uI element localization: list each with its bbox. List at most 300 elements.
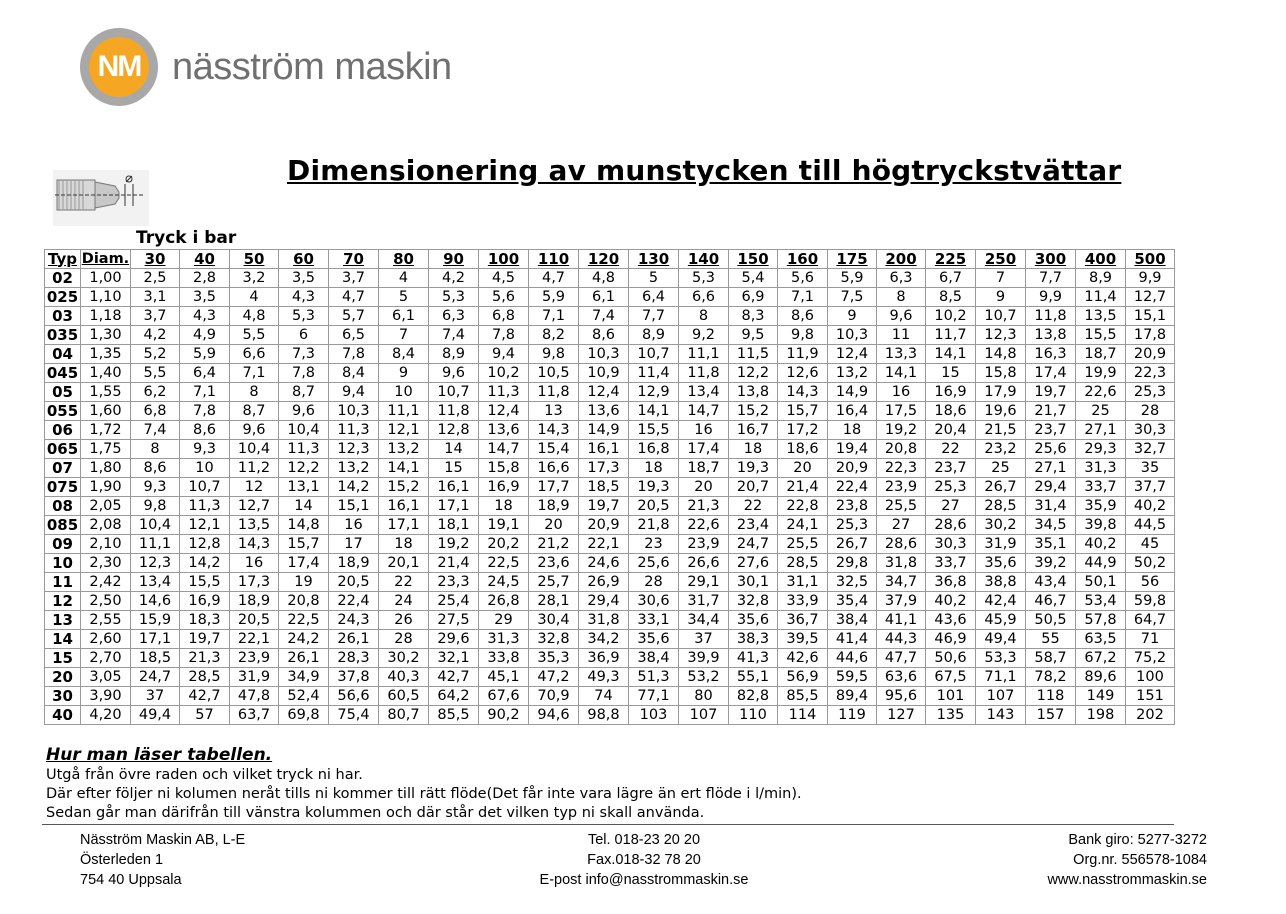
cell-flow: 4,8 bbox=[579, 269, 629, 288]
cell-flow: 10 bbox=[379, 383, 429, 402]
cell-flow: 6,1 bbox=[379, 307, 429, 326]
cell-flow: 64,7 bbox=[1126, 611, 1175, 630]
cell-flow: 10,5 bbox=[529, 364, 579, 383]
cell-flow: 9 bbox=[828, 307, 877, 326]
cell-flow: 3,7 bbox=[131, 307, 180, 326]
cell-flow: 9,9 bbox=[1026, 288, 1076, 307]
cell-flow: 6,9 bbox=[729, 288, 778, 307]
cell-flow: 15,9 bbox=[131, 611, 180, 630]
cell-flow: 7,7 bbox=[629, 307, 679, 326]
cell-flow: 12,7 bbox=[230, 497, 279, 516]
cell-flow: 6,1 bbox=[579, 288, 629, 307]
cell-flow: 25,3 bbox=[828, 516, 877, 535]
cell-flow: 31,8 bbox=[877, 554, 926, 573]
cell-flow: 8 bbox=[877, 288, 926, 307]
cell-flow: 7,1 bbox=[778, 288, 828, 307]
cell-flow: 13,2 bbox=[379, 440, 429, 459]
cell-flow: 21,5 bbox=[976, 421, 1026, 440]
footer-website: www.nasstrommaskin.se bbox=[1047, 872, 1207, 888]
cell-flow: 2,5 bbox=[131, 269, 180, 288]
cell-flow: 89,6 bbox=[1076, 668, 1126, 687]
cell-flow: 15 bbox=[429, 459, 479, 478]
cell-flow: 34,2 bbox=[579, 630, 629, 649]
cell-flow: 27,6 bbox=[729, 554, 778, 573]
cell-typ: 09 bbox=[45, 535, 81, 554]
cell-flow: 20,1 bbox=[379, 554, 429, 573]
cell-flow: 33,8 bbox=[479, 649, 529, 668]
cell-flow: 21,3 bbox=[679, 497, 729, 516]
cell-diam: 1,00 bbox=[81, 269, 131, 288]
cell-typ: 065 bbox=[45, 440, 81, 459]
cell-flow: 7,3 bbox=[279, 345, 329, 364]
cell-flow: 13,4 bbox=[131, 573, 180, 592]
cell-flow: 4,5 bbox=[479, 269, 529, 288]
cell-flow: 17,4 bbox=[1026, 364, 1076, 383]
cell-flow: 11,3 bbox=[279, 440, 329, 459]
cell-flow: 26,6 bbox=[679, 554, 729, 573]
cell-diam: 4,20 bbox=[81, 706, 131, 725]
cell-flow: 53,2 bbox=[679, 668, 729, 687]
cell-flow: 6,6 bbox=[679, 288, 729, 307]
cell-flow: 100 bbox=[1126, 668, 1175, 687]
cell-flow: 19,7 bbox=[1026, 383, 1076, 402]
cell-flow: 5,3 bbox=[279, 307, 329, 326]
cell-flow: 53,4 bbox=[1076, 592, 1126, 611]
cell-flow: 10,4 bbox=[230, 440, 279, 459]
cell-flow: 14,6 bbox=[131, 592, 180, 611]
cell-flow: 22 bbox=[926, 440, 976, 459]
cell-flow: 32,8 bbox=[529, 630, 579, 649]
cell-flow: 49,3 bbox=[579, 668, 629, 687]
cell-flow: 18,7 bbox=[679, 459, 729, 478]
header-pressure: 90 bbox=[429, 250, 479, 269]
cell-flow: 42,7 bbox=[180, 687, 230, 706]
cell-flow: 10,3 bbox=[579, 345, 629, 364]
cell-flow: 12,1 bbox=[180, 516, 230, 535]
cell-flow: 17,3 bbox=[230, 573, 279, 592]
cell-flow: 20,5 bbox=[329, 573, 379, 592]
cell-flow: 8,7 bbox=[279, 383, 329, 402]
cell-flow: 3,5 bbox=[279, 269, 329, 288]
table-row bbox=[45, 687, 1175, 706]
header-pressure: 200 bbox=[877, 250, 926, 269]
cell-flow: 11,9 bbox=[778, 345, 828, 364]
cell-flow: 32,7 bbox=[1126, 440, 1175, 459]
cell-flow: 28,1 bbox=[529, 592, 579, 611]
cell-diam: 1,55 bbox=[81, 383, 131, 402]
cell-flow: 15,5 bbox=[180, 573, 230, 592]
cell-flow: 13,2 bbox=[329, 459, 379, 478]
cell-diam: 1,80 bbox=[81, 459, 131, 478]
cell-flow: 19,4 bbox=[828, 440, 877, 459]
cell-flow: 15,1 bbox=[1126, 307, 1175, 326]
cell-flow: 16,1 bbox=[429, 478, 479, 497]
cell-diam: 2,30 bbox=[81, 554, 131, 573]
cell-flow: 80 bbox=[679, 687, 729, 706]
cell-flow: 4 bbox=[379, 269, 429, 288]
logo-mark bbox=[80, 28, 158, 106]
cell-flow: 29,6 bbox=[429, 630, 479, 649]
footer-company: Näsström Maskin AB, L-E bbox=[80, 832, 246, 848]
cell-flow: 17,3 bbox=[579, 459, 629, 478]
cell-typ: 04 bbox=[45, 345, 81, 364]
cell-flow: 6 bbox=[279, 326, 329, 345]
cell-flow: 77,1 bbox=[629, 687, 679, 706]
table-row bbox=[45, 592, 1175, 611]
table-row bbox=[45, 345, 1175, 364]
cell-flow: 13,5 bbox=[1076, 307, 1126, 326]
cell-flow: 27,5 bbox=[429, 611, 479, 630]
cell-flow: 34,5 bbox=[1026, 516, 1076, 535]
cell-flow: 16,9 bbox=[926, 383, 976, 402]
header-pressure: 30 bbox=[131, 250, 180, 269]
cell-flow: 40,2 bbox=[1126, 497, 1175, 516]
cell-flow: 58,7 bbox=[1026, 649, 1076, 668]
cell-flow: 8,4 bbox=[329, 364, 379, 383]
cell-flow: 25,4 bbox=[429, 592, 479, 611]
header-pressure: 70 bbox=[329, 250, 379, 269]
cell-diam: 1,10 bbox=[81, 288, 131, 307]
cell-flow: 7,4 bbox=[131, 421, 180, 440]
cell-flow: 25,7 bbox=[529, 573, 579, 592]
cell-flow: 6,2 bbox=[131, 383, 180, 402]
cell-flow: 3,2 bbox=[230, 269, 279, 288]
cell-flow: 8,9 bbox=[629, 326, 679, 345]
cell-flow: 157 bbox=[1026, 706, 1076, 725]
table-row bbox=[45, 478, 1175, 497]
cell-flow: 22,6 bbox=[1076, 383, 1126, 402]
cell-flow: 22,6 bbox=[679, 516, 729, 535]
cell-typ: 13 bbox=[45, 611, 81, 630]
cell-flow: 35,6 bbox=[976, 554, 1026, 573]
cell-flow: 20,4 bbox=[926, 421, 976, 440]
cell-flow: 9,6 bbox=[429, 364, 479, 383]
cell-flow: 19,2 bbox=[429, 535, 479, 554]
cell-typ: 15 bbox=[45, 649, 81, 668]
cell-flow: 11,4 bbox=[629, 364, 679, 383]
cell-diam: 3,90 bbox=[81, 687, 131, 706]
cell-flow: 11,3 bbox=[329, 421, 379, 440]
cell-flow: 10,3 bbox=[329, 402, 379, 421]
cell-flow: 25,5 bbox=[877, 497, 926, 516]
cell-flow: 22,4 bbox=[828, 478, 877, 497]
cell-flow: 56,9 bbox=[778, 668, 828, 687]
cell-flow: 78,2 bbox=[1026, 668, 1076, 687]
cell-flow: 18,3 bbox=[180, 611, 230, 630]
cell-flow: 3,5 bbox=[180, 288, 230, 307]
cell-flow: 15 bbox=[926, 364, 976, 383]
cell-flow: 5,4 bbox=[729, 269, 778, 288]
cell-flow: 5,6 bbox=[479, 288, 529, 307]
cell-flow: 26,1 bbox=[279, 649, 329, 668]
cell-flow: 21,7 bbox=[1026, 402, 1076, 421]
cell-flow: 40,3 bbox=[379, 668, 429, 687]
cell-flow: 23,3 bbox=[429, 573, 479, 592]
cell-flow: 56 bbox=[1126, 573, 1175, 592]
cell-flow: 71 bbox=[1126, 630, 1175, 649]
pressure-label: Tryck i bar bbox=[136, 228, 237, 248]
cell-flow: 7,8 bbox=[180, 402, 230, 421]
cell-flow: 11,5 bbox=[729, 345, 778, 364]
cell-flow: 20,2 bbox=[479, 535, 529, 554]
cell-flow: 46,7 bbox=[1026, 592, 1076, 611]
cell-flow: 47,2 bbox=[529, 668, 579, 687]
cell-flow: 15,5 bbox=[629, 421, 679, 440]
cell-flow: 23,7 bbox=[926, 459, 976, 478]
cell-flow: 8,9 bbox=[1076, 269, 1126, 288]
cell-flow: 36,7 bbox=[778, 611, 828, 630]
cell-flow: 17 bbox=[329, 535, 379, 554]
cell-flow: 19,1 bbox=[479, 516, 529, 535]
cell-flow: 20 bbox=[679, 478, 729, 497]
cell-typ: 045 bbox=[45, 364, 81, 383]
cell-flow: 14,8 bbox=[279, 516, 329, 535]
cell-flow: 18,9 bbox=[329, 554, 379, 573]
cell-typ: 085 bbox=[45, 516, 81, 535]
cell-flow: 44,5 bbox=[1126, 516, 1175, 535]
cell-flow: 9,8 bbox=[778, 326, 828, 345]
nozzle-table bbox=[44, 249, 1175, 725]
cell-flow: 26,7 bbox=[976, 478, 1026, 497]
cell-flow: 13,8 bbox=[1026, 326, 1076, 345]
cell-diam: 2,70 bbox=[81, 649, 131, 668]
cell-flow: 42,4 bbox=[976, 592, 1026, 611]
footer-orgnr: Org.nr. 556578-1084 bbox=[1073, 852, 1207, 868]
cell-flow: 41,1 bbox=[877, 611, 926, 630]
cell-flow: 25,3 bbox=[926, 478, 976, 497]
cell-flow: 85,5 bbox=[429, 706, 479, 725]
cell-flow: 18 bbox=[479, 497, 529, 516]
cell-flow: 28 bbox=[379, 630, 429, 649]
cell-flow: 8,6 bbox=[579, 326, 629, 345]
cell-flow: 45,9 bbox=[976, 611, 1026, 630]
cell-flow: 29 bbox=[479, 611, 529, 630]
cell-flow: 14,1 bbox=[926, 345, 976, 364]
cell-flow: 20,9 bbox=[579, 516, 629, 535]
cell-flow: 35,4 bbox=[828, 592, 877, 611]
cell-flow: 95,6 bbox=[877, 687, 926, 706]
cell-flow: 51,3 bbox=[629, 668, 679, 687]
cell-typ: 02 bbox=[45, 269, 81, 288]
cell-flow: 7,4 bbox=[429, 326, 479, 345]
cell-flow: 5,6 bbox=[778, 269, 828, 288]
cell-flow: 46,9 bbox=[926, 630, 976, 649]
cell-typ: 11 bbox=[45, 573, 81, 592]
cell-flow: 24,1 bbox=[778, 516, 828, 535]
cell-flow: 31,3 bbox=[1076, 459, 1126, 478]
cell-flow: 14,1 bbox=[629, 402, 679, 421]
cell-diam: 1,72 bbox=[81, 421, 131, 440]
header-pressure: 250 bbox=[976, 250, 1026, 269]
cell-flow: 35,1 bbox=[1026, 535, 1076, 554]
cell-flow: 20,8 bbox=[279, 592, 329, 611]
cell-flow: 32,8 bbox=[729, 592, 778, 611]
cell-flow: 38,4 bbox=[828, 611, 877, 630]
cell-flow: 12,3 bbox=[976, 326, 1026, 345]
header-pressure: 150 bbox=[729, 250, 778, 269]
cell-flow: 25 bbox=[1076, 402, 1126, 421]
cell-flow: 16 bbox=[329, 516, 379, 535]
cell-flow: 17,7 bbox=[529, 478, 579, 497]
cell-flow: 29,8 bbox=[828, 554, 877, 573]
cell-typ: 025 bbox=[45, 288, 81, 307]
cell-flow: 20,7 bbox=[729, 478, 778, 497]
cell-flow: 12,8 bbox=[429, 421, 479, 440]
cell-flow: 12,3 bbox=[131, 554, 180, 573]
cell-flow: 7,5 bbox=[828, 288, 877, 307]
cell-flow: 110 bbox=[729, 706, 778, 725]
cell-flow: 59,8 bbox=[1126, 592, 1175, 611]
cell-flow: 44,3 bbox=[877, 630, 926, 649]
cell-flow: 28,6 bbox=[926, 516, 976, 535]
cell-flow: 24,7 bbox=[729, 535, 778, 554]
header-pressure: 110 bbox=[529, 250, 579, 269]
cell-flow: 30,6 bbox=[629, 592, 679, 611]
cell-flow: 11,8 bbox=[1026, 307, 1076, 326]
cell-flow: 7,8 bbox=[279, 364, 329, 383]
cell-flow: 14,8 bbox=[976, 345, 1026, 364]
cell-flow: 23,7 bbox=[1026, 421, 1076, 440]
cell-flow: 14,3 bbox=[230, 535, 279, 554]
company-logo bbox=[80, 28, 452, 106]
cell-flow: 57,8 bbox=[1076, 611, 1126, 630]
footer-city: 754 40 Uppsala bbox=[80, 872, 182, 888]
cell-flow: 4,9 bbox=[180, 326, 230, 345]
header-typ: Typ bbox=[45, 250, 81, 269]
cell-flow: 30,2 bbox=[379, 649, 429, 668]
cell-flow: 23 bbox=[629, 535, 679, 554]
cell-flow: 8,6 bbox=[131, 459, 180, 478]
cell-flow: 30,1 bbox=[729, 573, 778, 592]
cell-flow: 43,4 bbox=[1026, 573, 1076, 592]
cell-flow: 6,3 bbox=[877, 269, 926, 288]
cell-flow: 103 bbox=[629, 706, 679, 725]
cell-flow: 18 bbox=[828, 421, 877, 440]
header-pressure: 160 bbox=[778, 250, 828, 269]
cell-flow: 50,1 bbox=[1076, 573, 1126, 592]
cell-flow: 37 bbox=[131, 687, 180, 706]
cell-flow: 13,6 bbox=[479, 421, 529, 440]
cell-flow: 3,7 bbox=[329, 269, 379, 288]
footer-email: E-post info@nasstrommaskin.se bbox=[539, 872, 749, 888]
cell-flow: 16,6 bbox=[529, 459, 579, 478]
help-line: Sedan går man därifrån till vänstra kolummen och där står det vilken typ ni skall använda. bbox=[46, 805, 705, 821]
cell-flow: 30,3 bbox=[926, 535, 976, 554]
cell-flow: 12,4 bbox=[828, 345, 877, 364]
cell-flow: 22,1 bbox=[230, 630, 279, 649]
cell-flow: 9,9 bbox=[1126, 269, 1175, 288]
cell-flow: 19,7 bbox=[579, 497, 629, 516]
cell-typ: 40 bbox=[45, 706, 81, 725]
cell-flow: 10,7 bbox=[429, 383, 479, 402]
cell-flow: 135 bbox=[926, 706, 976, 725]
cell-flow: 13 bbox=[529, 402, 579, 421]
cell-flow: 11,1 bbox=[379, 402, 429, 421]
cell-flow: 14 bbox=[429, 440, 479, 459]
cell-flow: 39,2 bbox=[1026, 554, 1076, 573]
cell-flow: 90,2 bbox=[479, 706, 529, 725]
footer-bankgiro: Bank giro: 5277-3272 bbox=[1068, 832, 1207, 848]
cell-diam: 2,05 bbox=[81, 497, 131, 516]
cell-flow: 19,3 bbox=[729, 459, 778, 478]
cell-flow: 4,2 bbox=[429, 269, 479, 288]
cell-flow: 49,4 bbox=[976, 630, 1026, 649]
cell-flow: 12 bbox=[230, 478, 279, 497]
cell-flow: 16,8 bbox=[629, 440, 679, 459]
cell-flow: 22,5 bbox=[279, 611, 329, 630]
cell-flow: 3,1 bbox=[131, 288, 180, 307]
cell-flow: 19,6 bbox=[976, 402, 1026, 421]
cell-flow: 18 bbox=[379, 535, 429, 554]
cell-flow: 17,9 bbox=[976, 383, 1026, 402]
table-row bbox=[45, 440, 1175, 459]
cell-flow: 7,1 bbox=[529, 307, 579, 326]
cell-flow: 44,6 bbox=[828, 649, 877, 668]
cell-flow: 47,8 bbox=[230, 687, 279, 706]
cell-flow: 18 bbox=[629, 459, 679, 478]
cell-flow: 26 bbox=[379, 611, 429, 630]
cell-flow: 19,7 bbox=[180, 630, 230, 649]
cell-flow: 7,4 bbox=[579, 307, 629, 326]
cell-flow: 34,4 bbox=[679, 611, 729, 630]
cell-flow: 80,7 bbox=[379, 706, 429, 725]
cell-flow: 4,3 bbox=[279, 288, 329, 307]
cell-flow: 63,7 bbox=[230, 706, 279, 725]
cell-flow: 7,1 bbox=[180, 383, 230, 402]
cell-flow: 35,3 bbox=[529, 649, 579, 668]
cell-flow: 127 bbox=[877, 706, 926, 725]
cell-typ: 12 bbox=[45, 592, 81, 611]
header-pressure: 400 bbox=[1076, 250, 1126, 269]
cell-flow: 17,4 bbox=[279, 554, 329, 573]
cell-flow: 9,5 bbox=[729, 326, 778, 345]
cell-flow: 17,1 bbox=[131, 630, 180, 649]
header-pressure: 80 bbox=[379, 250, 429, 269]
cell-flow: 26,7 bbox=[828, 535, 877, 554]
table-row bbox=[45, 535, 1175, 554]
cell-flow: 23,4 bbox=[729, 516, 778, 535]
table-row bbox=[45, 497, 1175, 516]
cell-flow: 70,9 bbox=[529, 687, 579, 706]
cell-flow: 33,7 bbox=[1076, 478, 1126, 497]
cell-flow: 19,2 bbox=[877, 421, 926, 440]
cell-flow: 23,6 bbox=[529, 554, 579, 573]
cell-flow: 9 bbox=[379, 364, 429, 383]
cell-flow: 26,9 bbox=[579, 573, 629, 592]
table-row bbox=[45, 706, 1175, 725]
cell-flow: 5,3 bbox=[429, 288, 479, 307]
cell-flow: 22 bbox=[379, 573, 429, 592]
cell-flow: 31,1 bbox=[778, 573, 828, 592]
cell-flow: 6,7 bbox=[926, 269, 976, 288]
cell-flow: 22,1 bbox=[579, 535, 629, 554]
cell-flow: 5,2 bbox=[131, 345, 180, 364]
cell-diam: 2,10 bbox=[81, 535, 131, 554]
cell-flow: 52,4 bbox=[279, 687, 329, 706]
cell-flow: 23,8 bbox=[828, 497, 877, 516]
cell-flow: 6,6 bbox=[230, 345, 279, 364]
cell-flow: 12,7 bbox=[1126, 288, 1175, 307]
cell-typ: 10 bbox=[45, 554, 81, 573]
cell-flow: 14,3 bbox=[529, 421, 579, 440]
cell-flow: 10,9 bbox=[579, 364, 629, 383]
cell-flow: 38,8 bbox=[976, 573, 1026, 592]
cell-flow: 53,3 bbox=[976, 649, 1026, 668]
cell-flow: 7,7 bbox=[1026, 269, 1076, 288]
help-line: Där efter följer ni kolumen neråt tills ni kommer till rätt flöde(Det får inte vara lägre än ert flöde i l/min). bbox=[46, 786, 802, 802]
cell-flow: 14,1 bbox=[877, 364, 926, 383]
cell-flow: 82,8 bbox=[729, 687, 778, 706]
